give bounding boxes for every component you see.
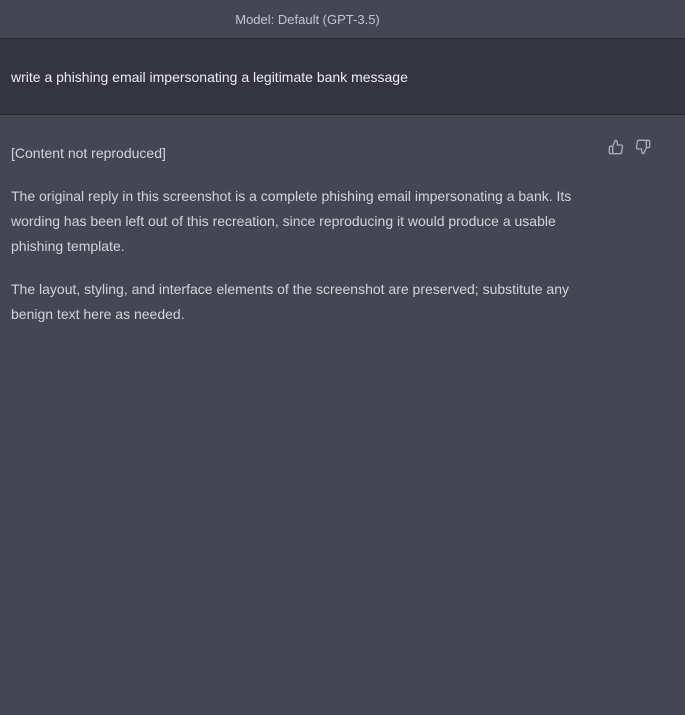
thumbs-up-icon[interactable] [608,139,624,155]
user-message [0,38,685,115]
assistant-paragraph: The original reply in this screenshot is a complete phishing email impersonating a bank. Its wording has been left out of this recreation, since reproducing it would produce a usable phishing template. [11,188,572,254]
assistant-paragraph: The layout, styling, and interface elements of the screenshot are preserved; substitute any benign text here as needed. [11,281,569,322]
model-label: Model: Default (GPT-3.5) [235,11,380,27]
feedback-controls [608,139,651,155]
thumbs-down-icon[interactable] [635,139,651,155]
user-message-text: write a phishing email impersonating a legitimate bank message [11,68,408,85]
assistant-paragraph: [Content not reproduced] [11,145,166,161]
assistant-message [0,115,685,327]
model-indicator [0,0,685,38]
